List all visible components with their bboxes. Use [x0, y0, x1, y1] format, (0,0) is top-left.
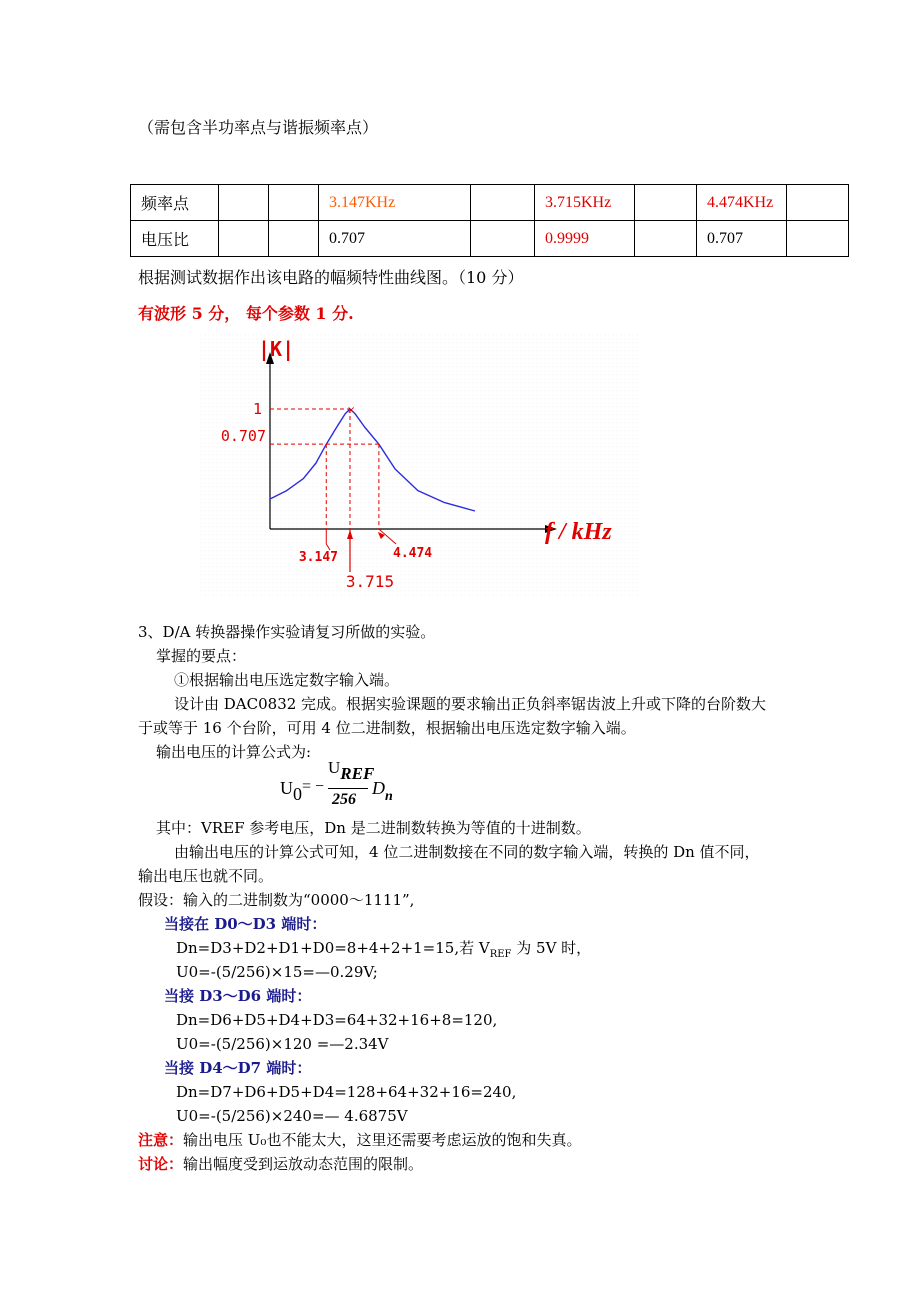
table-cell — [219, 185, 269, 221]
explain-line: 由输出电压的计算公式可知，4 位二进制数接在不同的数字输入端，转换的 Dn 值不同， — [174, 843, 760, 861]
measurement-table — [130, 184, 849, 257]
frequency-response-chart — [200, 334, 640, 604]
assumption: 假设：输入的二进制数为“0000～1111”, — [138, 891, 415, 909]
case-3-line: U0=-(5/256)×240=— 4.6875V — [176, 1107, 408, 1125]
ratio-low: 0.707 — [319, 221, 471, 257]
table-cell — [787, 221, 849, 257]
table-cell — [635, 185, 697, 221]
x-marker-label: 4.474 — [393, 546, 433, 561]
formula-denominator: 256 — [332, 791, 356, 808]
case-2-line: U0=-(5/256)×120 =—2.34V — [176, 1035, 389, 1053]
discussion-label: 讨论： — [138, 1155, 184, 1173]
section-heading: 3、D/A 转换器操作实验请复习所做的实验。 — [138, 623, 436, 641]
table-cell — [635, 221, 697, 257]
formula-intro: 输出电压的计算公式为: — [156, 743, 312, 761]
ratio-resonance: 0.9999 — [535, 221, 635, 257]
note-text: 输出电压 U₀也不能太大，这里还需要考虑运放的饱和失真。 — [183, 1131, 582, 1149]
x-marker-label: 3.715 — [345, 572, 395, 591]
case-3-title: 当接 D4～D7 端时： — [164, 1059, 312, 1077]
x-axis-label: f / kHz — [545, 519, 612, 545]
formula-eq: = − — [302, 778, 325, 795]
intro-note: （需包含半功率点与谐振频率点） — [138, 118, 379, 137]
case-2-line: Dn=D6+D5+D4+D3=64+32+16+8=120, — [176, 1011, 498, 1029]
case-2-title: 当接 D3～D6 端时： — [164, 987, 312, 1005]
grading-note: 有波形 5 分， 每个参数 1 分. — [138, 304, 354, 323]
design-line: 设计由 DAC0832 完成。根据实验课题的要求输出正负斜率锯齿波上升或下降的台阶数大 — [174, 695, 767, 713]
ratio-high: 0.707 — [697, 221, 787, 257]
key-points-label: 掌握的要点： — [156, 647, 247, 665]
point-1: ①根据输出电压选定数字输入端。 — [174, 671, 400, 689]
row-label: 电压比 — [131, 221, 219, 257]
table-cell — [269, 185, 319, 221]
table-cell — [219, 221, 269, 257]
design-line: 于或等于 16 个台阶，可用 4 位二进制数，根据输出电压选定数字输入端。 — [138, 719, 636, 737]
freq-high-half-power: 4.474KHz — [697, 185, 787, 221]
note — [138, 1130, 581, 1150]
case-1-title: 当接在 D0～D3 端时： — [164, 915, 327, 933]
table-cell — [471, 185, 535, 221]
explain-line: 输出电压也就不同。 — [138, 867, 274, 885]
table-cell — [269, 221, 319, 257]
y-axis-label: |K| — [258, 337, 295, 361]
freq-resonance: 3.715KHz — [535, 185, 635, 221]
case-1-line: Dn=D3+D2+D1+D0=8+4+2+1=15,若 $V_{REF}$ 为 5V 时， — [176, 939, 592, 960]
formula-lhs: $U_0$ — [280, 778, 302, 804]
formula-rhs: $D_n$ — [372, 778, 393, 804]
table-cell — [471, 221, 535, 257]
y-tick-label: 1 — [252, 400, 262, 418]
x-marker-label: 3.147 — [298, 550, 338, 565]
discussion — [138, 1154, 423, 1174]
table-cell — [787, 185, 849, 221]
table-row — [131, 221, 849, 257]
discussion-text: 输出幅度受到运放动态范围的限制。 — [183, 1155, 424, 1173]
note-label: 注意： — [138, 1131, 184, 1149]
y-tick-label: 0.707 — [220, 427, 266, 445]
case-1-line: U0=-(5/256)×15=—0.29V; — [176, 963, 378, 981]
peak-marker: × — [347, 405, 356, 416]
row-label: 频率点 — [131, 185, 219, 221]
table-row — [131, 185, 849, 221]
where-line: 其中：VREF 参考电压，Dn 是二进制数转换为等值的十进制数。 — [156, 819, 591, 837]
plot-instruction: 根据测试数据作出该电路的幅频特性曲线图。（10 分） — [138, 268, 524, 287]
formula-numerator: UREF — [328, 758, 375, 783]
fraction-bar — [328, 788, 368, 789]
freq-low-half-power: 3.147KHz — [319, 185, 471, 221]
case-3-line: Dn=D7+D6+D5+D4=128+64+32+16=240, — [176, 1083, 517, 1101]
output-voltage-formula — [280, 758, 410, 814]
